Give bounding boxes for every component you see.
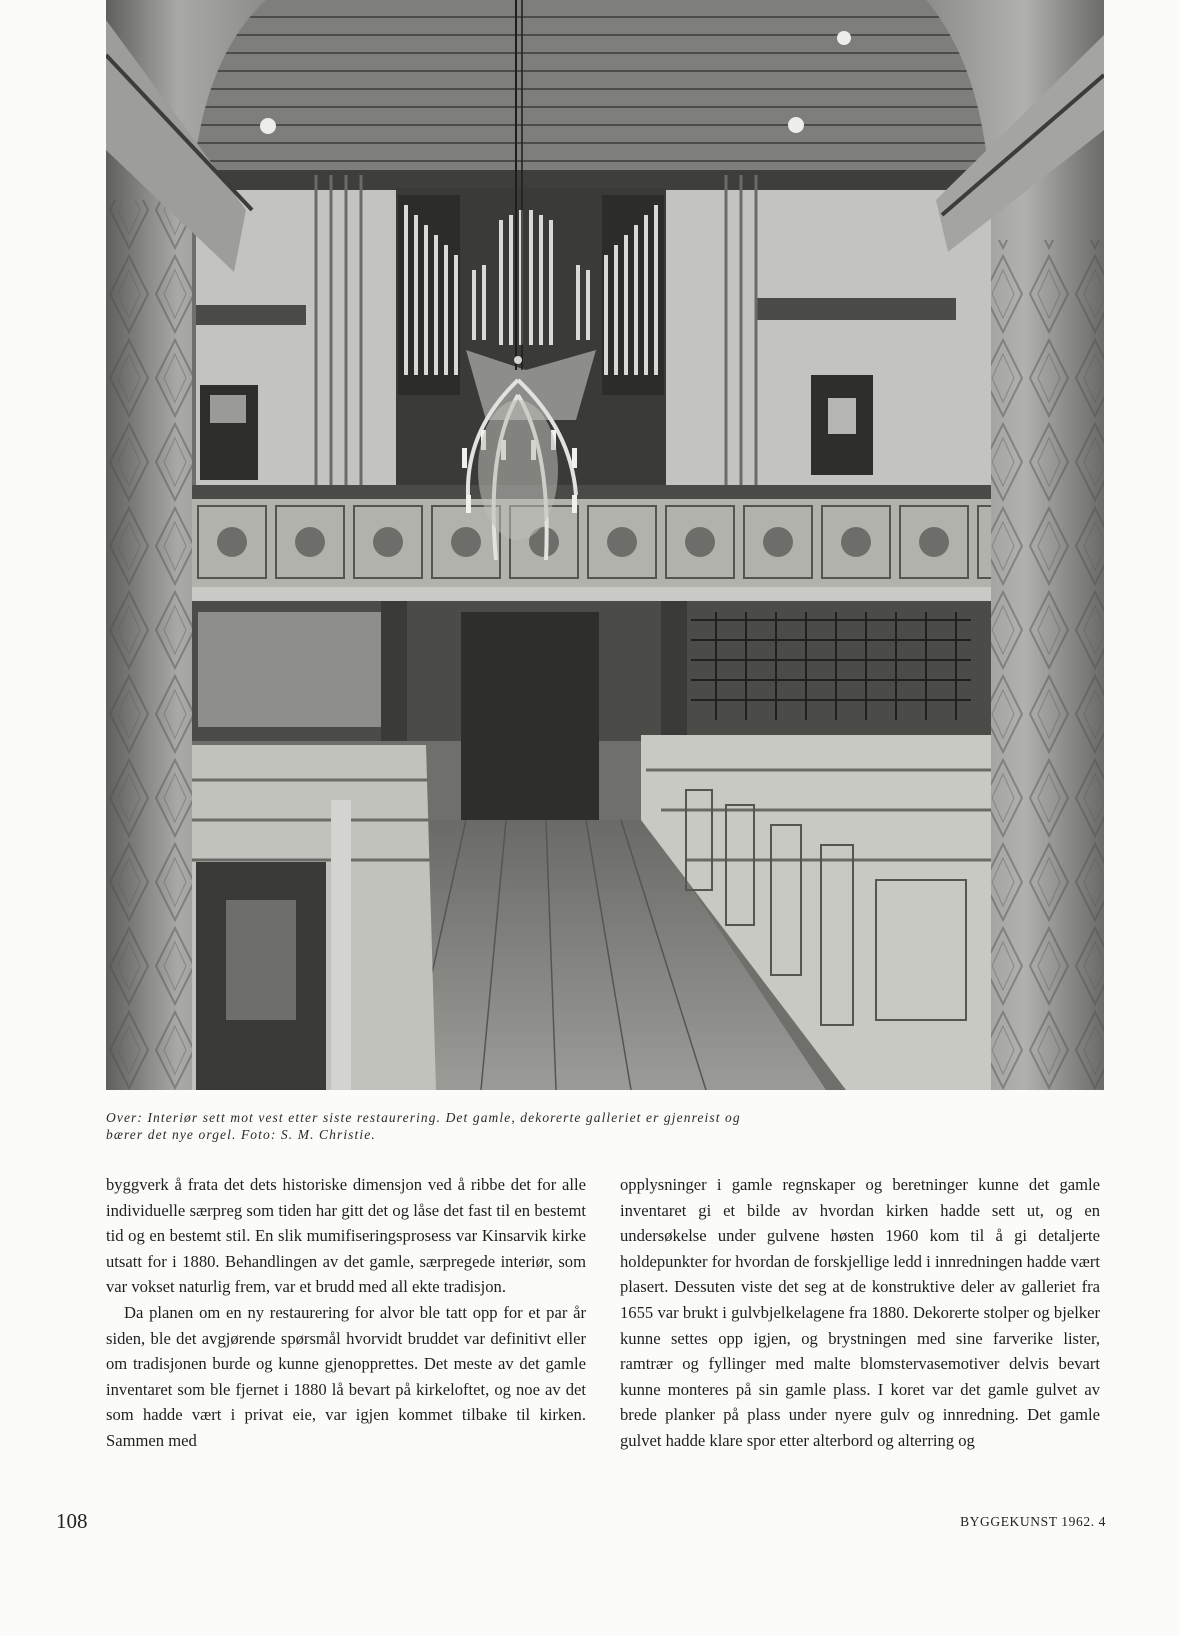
paragraph: opplysninger i gamle regnskaper og beretninger kunne det gamle inventaret gi et bilde av hvordan kirken hadde sett ut, og en undersøkelse under gulvene høsten 1960 kom til å gi detaljerte holdepunkter for hvordan de forskjellige ledd i innredningen hadde vært plasert. Dessuten viste det seg at de konstruktive deler av galleriet fra 1655 var brukt i gulvbjelkelagene fra 1880. Dekorerte stolper og bjelker kunne settes opp igjen, og brystningen med sine farverike lister, ramtrær og fyllinger med malte blomstervasemotiver delvis bevart kunne monteres på sin gamle plass. I koret var det gamle gulvet av brede planker på plass under nyere gulv og innredning. Det gamle gulvet hadde klare spor etter alterbord og alterring og (620, 1175, 1100, 1450)
paragraph: byggverk å frata det dets historiske dimensjon ved å ribbe det for alle individuelle særpreg som tiden har gitt det og låse det fast til en bestemt tid og en bestemt stil. En slik mumifiseringsprosess var Kinsarvik kirke utsatt for i 1880. Behandlingen av det gamle, særpregede interiør, som var vokset naturlig frem, var et brudd med all ekte tradisjon. (106, 1175, 586, 1297)
body-column-right (620, 1172, 1100, 1454)
caption-line-2: bærer det nye orgel. Foto: S. M. Christie. (106, 1127, 376, 1142)
photo-caption (106, 1109, 866, 1143)
body-column-left (106, 1172, 586, 1454)
magazine-issue: BYGGEKUNST 1962. 4 (960, 1514, 1106, 1529)
caption-line-1: Over: Interiør sett mot vest etter siste restaurering. Det gamle, dekorerte galleriet er gjenreist og (106, 1110, 741, 1125)
paragraph: Da planen om en ny restaurering for alvor ble tatt opp for et par år siden, ble det avgjørende spørsmål hvorvidt bruddet var definitivt eller om tradisjonen burde og kunne gjenopprettes. Det meste av det gamle inventaret som ble fjernet i 1880 lå bevart på kirkeloftet, og noe av det som hadde vært i privat eie, var igjen kommet tilbake til kirken. Sammen med (106, 1302, 586, 1450)
church-interior-photo (106, 0, 1104, 1090)
page-number: 108 (56, 1509, 88, 1533)
